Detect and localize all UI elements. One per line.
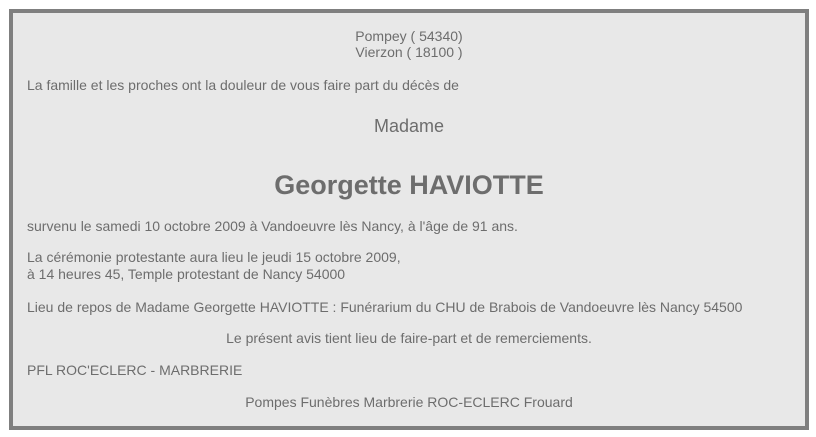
deceased-name: Georgette HAVIOTTE: [274, 170, 544, 200]
rest-place: Lieu de repos de Madame Georgette HAVIOTTE : Funérarium du CHU de Brabois de Vandoeuvre lès Nancy 54500: [27, 299, 743, 315]
funeral-company: PFL ROC'ECLERC - MARBRERIE: [27, 362, 243, 378]
location-pompey: Pompey ( 54340): [355, 28, 463, 44]
remerciements-notice: Le présent avis tient lieu de faire-part et de remerciements.: [226, 330, 592, 346]
deceased-title: Madame: [373, 116, 445, 136]
intro-text: La famille et les proches ont la douleur de vous faire part du décès de: [27, 77, 459, 93]
ceremony-line-2: à 14 heures 45, Temple protestant de Nancy 54000: [27, 266, 346, 282]
death-details: survenu le samedi 10 octobre 2009 à Vandoeuvre lès Nancy, à l'âge de 91 ans.: [27, 218, 518, 234]
obituary-notice: [9, 9, 809, 430]
ceremony-line-1: La cérémonie protestante aura lieu le jeudi 15 octobre 2009,: [27, 249, 401, 265]
funeral-company-full: Pompes Funèbres Marbrerie ROC-ECLERC Frouard: [245, 394, 573, 410]
location-vierzon: Vierzon ( 18100 ): [355, 44, 463, 60]
